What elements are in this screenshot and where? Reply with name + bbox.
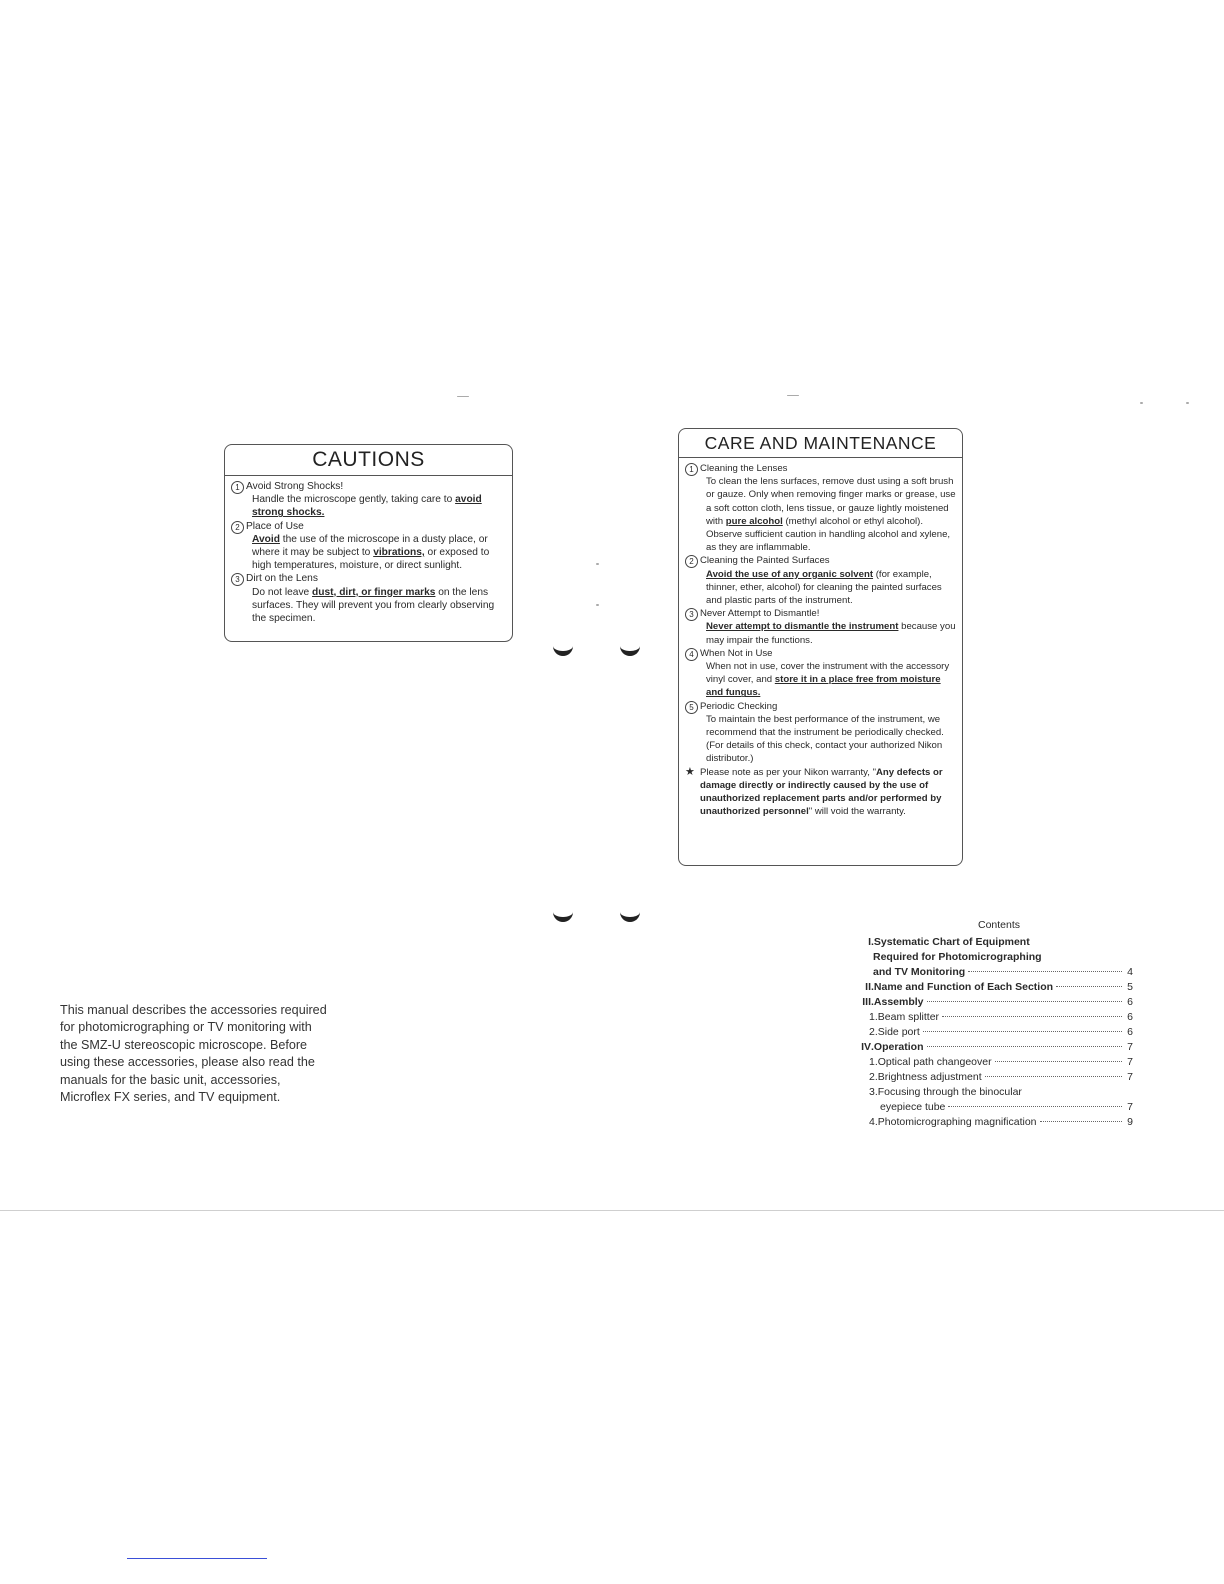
number-1-icon: 1 — [685, 463, 698, 476]
contents-row: and TV Monitoring 4 — [873, 966, 1133, 978]
care-item-body: To clean the lens surfaces, remove dust using a soft brush or gauze. Only when removing finger marks or grease, use a soft cotton cloth, lens tissue, or gauze lightly moistened with pure alcohol (methyl alcohol or ethyl alcohol). Observe sufficient caution in handling alcohol and xylene, as they are inflammable. — [706, 476, 956, 554]
caution-item-title: Avoid Strong Shocks! — [246, 481, 344, 492]
number-4-icon: 4 — [685, 648, 698, 661]
caution-item-title: Dirt on the Lens — [246, 573, 318, 585]
care-item-body: Avoid the use of any organic solvent (for example, thinner, ether, alcohol) for cleaning the painted surfaces and plastic parts of the instrument. — [706, 568, 942, 607]
contents-row: 2.Brightness adjustment 7 — [869, 1071, 1133, 1083]
contents-row: 2.Side port 6 — [869, 1026, 1133, 1038]
contents-row: I .Systematic Chart of Equipment — [868, 936, 1030, 948]
cautions-list — [225, 476, 512, 625]
care-item-4 — [685, 647, 956, 700]
care-item-body: When not in use, cover the instrument with the accessory vinyl cover, and store it in a place free from moisture and fungus. — [706, 661, 950, 699]
scan-speck — [596, 604, 599, 606]
caution-item-2 — [231, 520, 506, 573]
scan-speck — [457, 396, 469, 397]
care-title: CARE AND MAINTENANCE — [679, 429, 962, 458]
scan-speck — [787, 395, 799, 396]
care-item-title: When Not in Use — [700, 647, 773, 659]
contents-row: III .Assembly 6 — [862, 996, 1133, 1008]
care-item-title: Cleaning the Painted Surfaces — [700, 555, 830, 567]
care-item-title: Never Attempt to Dismantle! — [700, 608, 820, 620]
caution-item-body: Avoid the use of the microscope in a dusty place, or where it may be subject to vibrations, or exposed to high temperatures, moisture, or direct sunlight. — [252, 533, 490, 572]
contents-title: Contents — [977, 919, 1021, 931]
cautions-box — [224, 444, 513, 642]
care-item-1 — [685, 462, 956, 554]
binder-ring-icon — [553, 646, 573, 656]
number-1-icon: 1 — [231, 481, 244, 494]
binder-ring-icon — [620, 912, 640, 922]
contents-row: 1.Optical path changeover 7 — [869, 1056, 1133, 1068]
care-item-2 — [685, 554, 956, 607]
intro-paragraph: This manual describes the accessories required for photomicrographing or TV monitoring with the SMZ-U stereoscopic microscope. Before using these accessories, please also read the manuals for the basic unit, accessories, Microflex FX series, and TV equipment. — [60, 1003, 327, 1105]
contents-list — [845, 918, 1133, 1130]
care-item-title: Cleaning the Lenses — [700, 463, 788, 474]
number-2-icon: 2 — [685, 555, 698, 568]
care-item-5 — [685, 700, 956, 766]
care-item-3 — [685, 607, 956, 647]
page-divider — [0, 1210, 1224, 1211]
caution-item-body: Do not leave dust, dirt, or finger marks on the lens surfaces. They will prevent you from clearly observing the specimen. — [252, 586, 495, 625]
warranty-note — [685, 766, 956, 819]
care-item-title: Periodic Checking — [700, 700, 778, 712]
number-5-icon: 5 — [685, 701, 698, 714]
warranty-note-text: Please note as per your Nikon warranty, "Any defects or damage directly or indirectly caused by the use of unauthorized replacement parts and/or performed by unauthorized personnel" will void the warranty. — [700, 766, 943, 818]
care-list — [679, 458, 962, 818]
number-2-icon: 2 — [231, 521, 244, 534]
caution-item-3 — [231, 572, 506, 625]
care-maintenance-box — [678, 428, 963, 866]
number-3-icon: 3 — [231, 573, 244, 586]
contents-row: 4.Photomicrographing magnification 9 — [869, 1116, 1133, 1128]
contents-row: II .Name and Function of Each Section 5 — [865, 981, 1133, 993]
contents-row: IV .Operation 7 — [861, 1041, 1133, 1053]
contents-row: 1.Beam splitter 6 — [869, 1011, 1133, 1023]
cautions-title: CAUTIONS — [225, 445, 512, 476]
care-item-body: Never attempt to dismantle the instrument because you may impair the functions. — [706, 621, 956, 646]
contents-row: Required for Photomicrographing — [873, 951, 1042, 963]
caution-item-title: Place of Use — [246, 520, 304, 532]
scan-speck — [1140, 402, 1143, 404]
care-item-body: To maintain the best performance of the instrument, we recommend that the instrument be periodically checked. (For details of this check, contact your authorized Nikon distributor.) — [706, 713, 944, 765]
contents-row: 3.Focusing through the binocular — [869, 1086, 1022, 1098]
number-3-icon: 3 — [685, 608, 698, 621]
binder-ring-icon — [553, 912, 573, 922]
contents-row: eyepiece tube 7 — [880, 1101, 1133, 1113]
star-icon: ★ — [685, 765, 695, 778]
caution-item-body: Handle the microscope gently, taking care to avoid strong shocks. — [252, 494, 482, 519]
binder-ring-icon — [620, 646, 640, 656]
scan-speck — [1186, 402, 1189, 404]
caution-item-1 — [231, 480, 506, 520]
scan-speck — [596, 563, 599, 565]
blue-rule — [127, 1558, 267, 1559]
